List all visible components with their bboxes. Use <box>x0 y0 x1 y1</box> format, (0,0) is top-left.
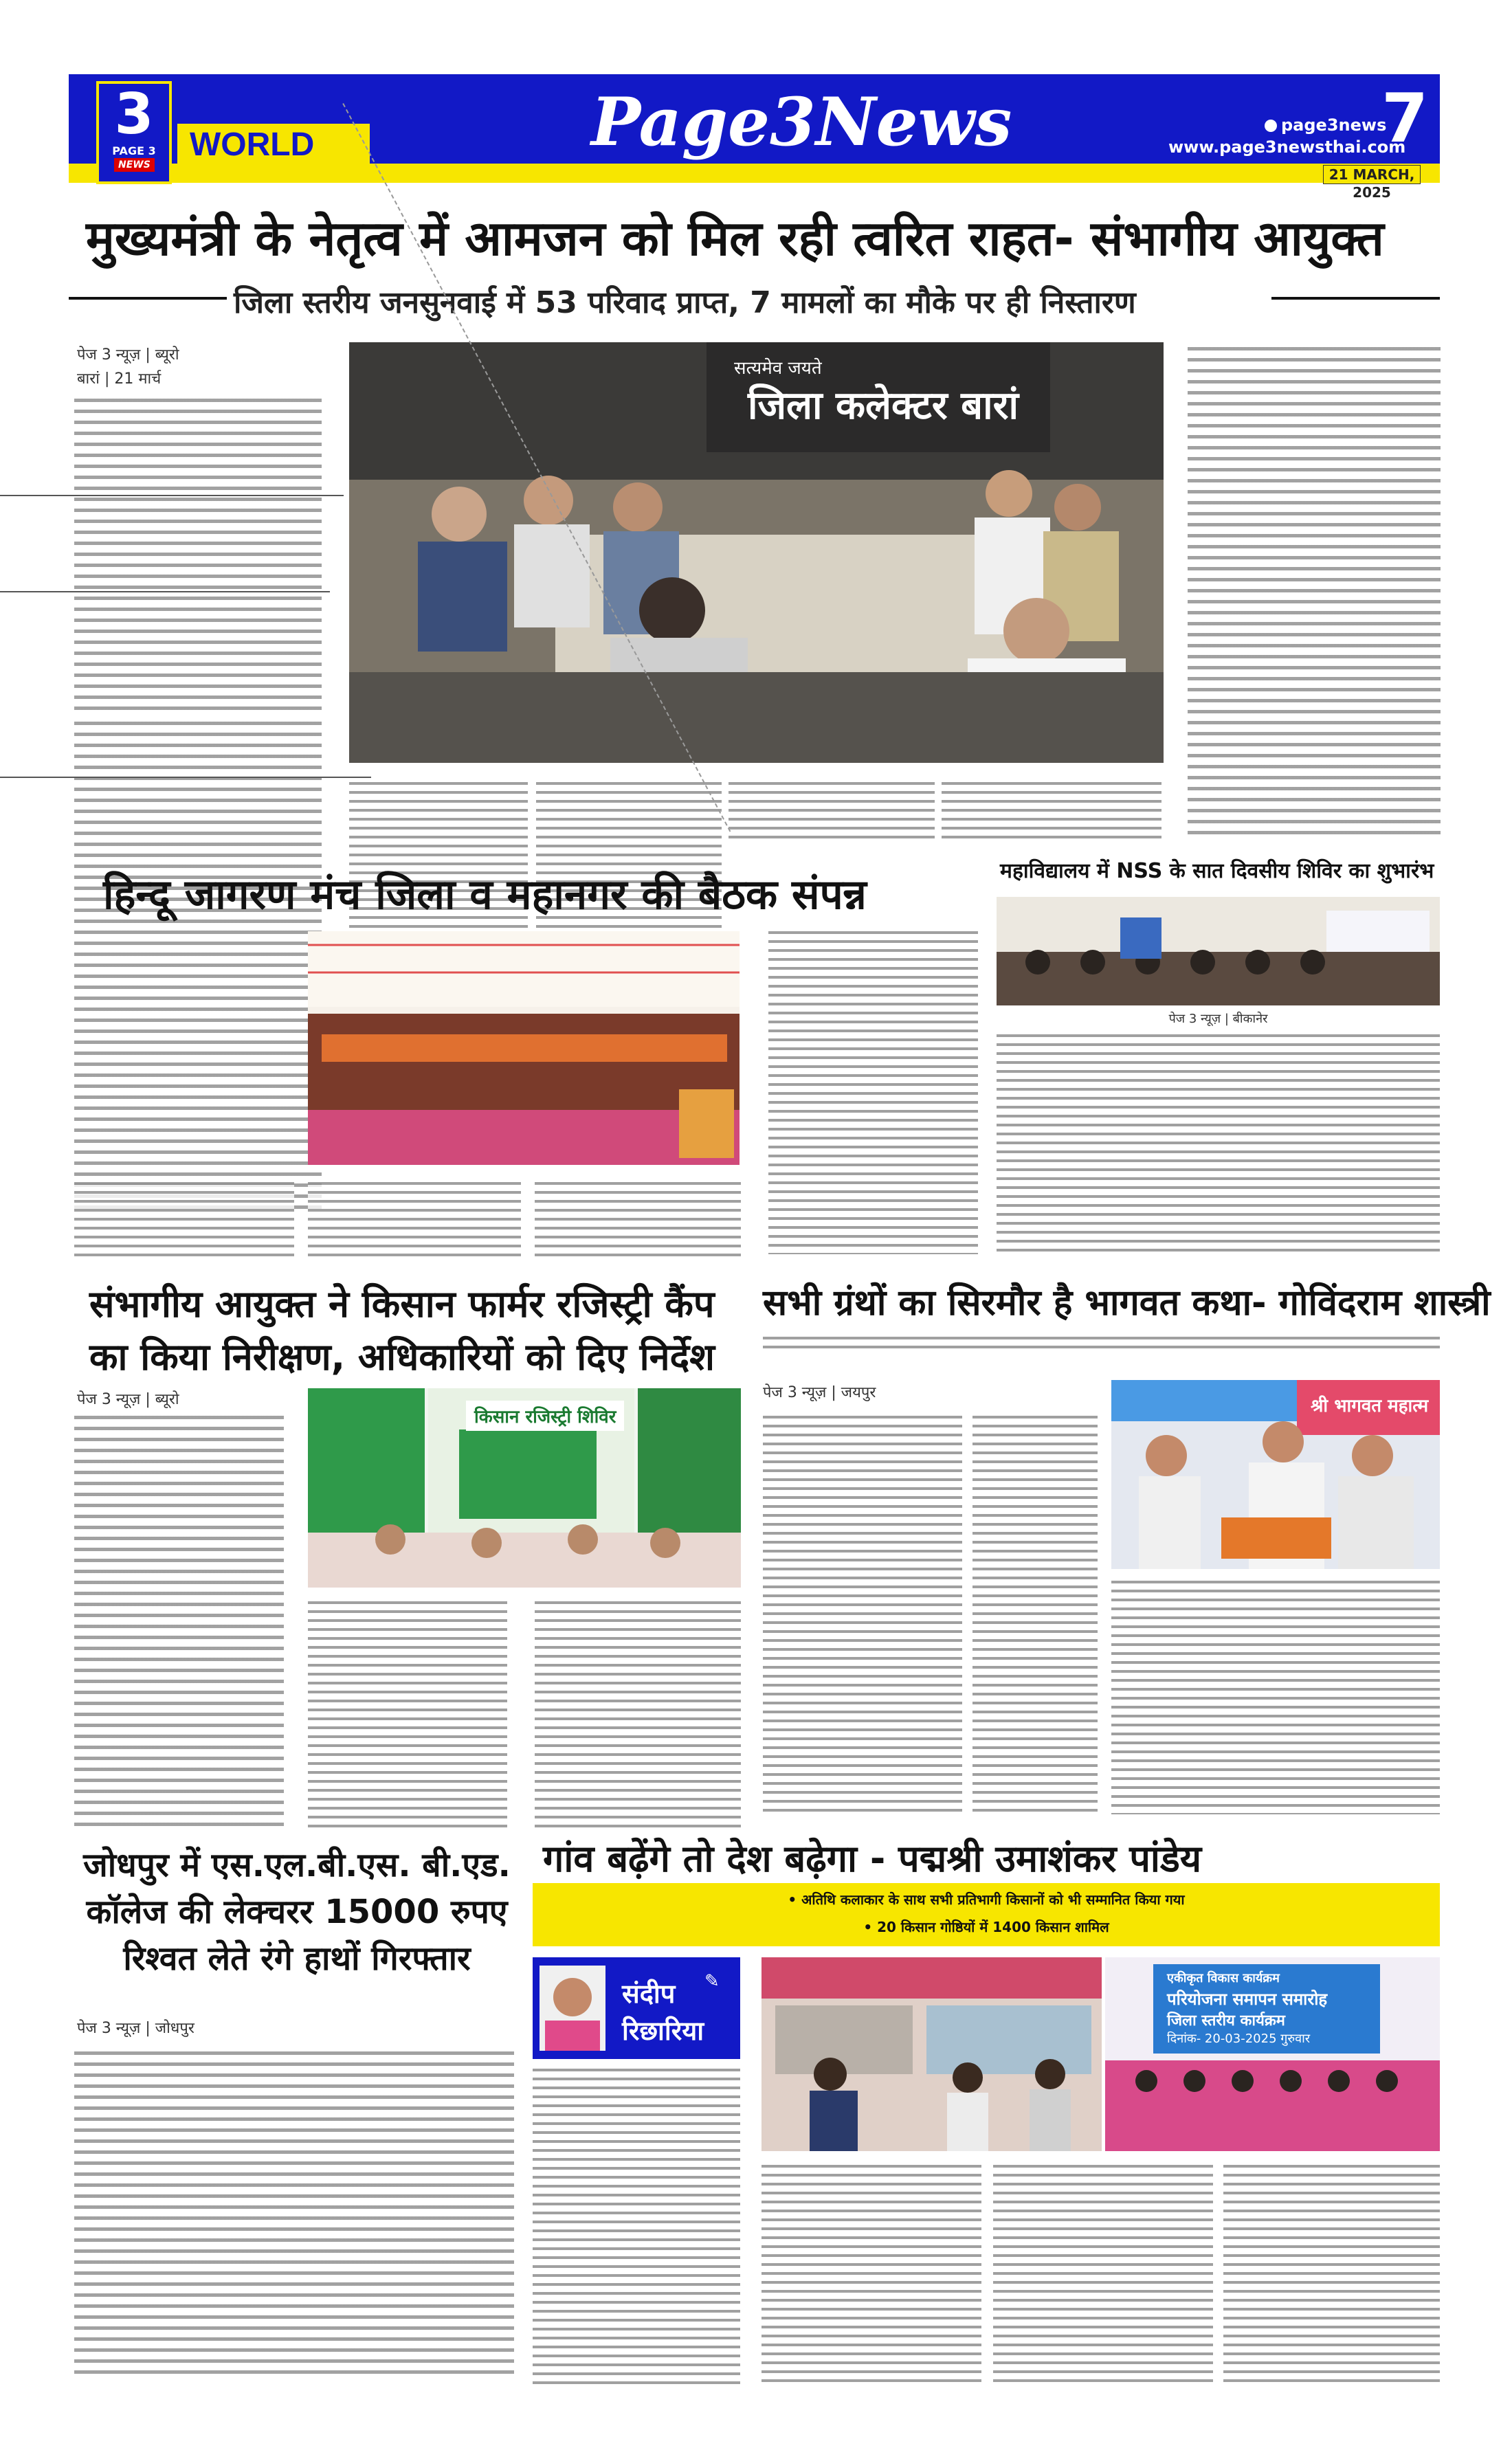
exhibition-photo-svg <box>761 1957 1102 2151</box>
story2-text-col1 <box>74 1182 294 1258</box>
story3-text <box>997 1034 1440 1254</box>
story4-banner: किसान रजिस्ट्री शिविर <box>466 1401 624 1431</box>
story7-text-col4 <box>1223 2165 1440 2385</box>
story7-photo2[interactable] <box>1105 1957 1440 2151</box>
story1-photo[interactable] <box>349 342 1164 763</box>
story1-text-col1b <box>74 722 322 1216</box>
divider <box>1271 297 1440 300</box>
story5-headline[interactable]: सभी ग्रंथों का सिरमौर है भागवत कथा- गोविंदराम शास्त्री <box>763 1282 1491 1324</box>
story7-headline[interactable]: गांव बढ़ेंगे तो देश बढ़ेगा - पद्मश्री उमाशंकर पांडेय <box>543 1837 1202 1880</box>
story2-text-col4 <box>768 931 978 1254</box>
photo-sign-top: सत्यमेव जयते <box>734 358 822 379</box>
story5-text-col3 <box>1111 1581 1440 1814</box>
story7-text-col2 <box>761 2165 981 2385</box>
ceremony-photo-svg <box>1105 1957 1440 2151</box>
story3-caption: पेज 3 न्यूज़ | बीकानेर <box>1168 1012 1268 1026</box>
story7-highlight-line1: • अतिथि कलाकार के साथ सभी प्रतिभागी किसानों को भी सम्मानित किया गया <box>788 1891 1185 1908</box>
story5-byline: पेज 3 न्यूज़ | जयपुर <box>763 1384 876 1401</box>
scan-artifact-bar <box>0 591 330 592</box>
story5-text-col1 <box>763 1416 962 1814</box>
issue-date: 21 MARCH, 2025 <box>1323 165 1421 184</box>
story1-dateline: बारां | 21 मार्च <box>77 370 162 388</box>
masthead-title[interactable]: Page3News <box>591 83 1012 161</box>
story6-text <box>74 2051 514 2381</box>
story5-subline <box>763 1337 1440 1355</box>
story2-text-col3 <box>535 1182 741 1258</box>
story7-text-col3 <box>993 2165 1213 2385</box>
photo-sign: जिला कलेक्टर बारां <box>748 383 1019 428</box>
story3-photo[interactable] <box>997 897 1440 1005</box>
story6-headline-line2[interactable]: कॉलेज की लेक्चरर 15000 रुपए <box>86 1893 508 1931</box>
columnist-photo-svg <box>540 1966 605 2051</box>
logo-sub: PAGE 3 <box>112 144 156 157</box>
logo-number: 3 <box>114 82 154 147</box>
logo-tag: NEWS <box>114 158 155 172</box>
divider <box>69 297 227 300</box>
story7-banner-line1: एकीकृत विकास कार्यक्रम <box>1167 1971 1280 1985</box>
columnist-box[interactable] <box>533 1957 740 2059</box>
avatar <box>540 1966 605 2051</box>
group-photo-svg <box>308 931 740 1165</box>
story1-text-col5 <box>942 782 1161 844</box>
social-handle-text: page3news <box>1281 115 1387 135</box>
story1-headline[interactable]: मुख्यमंत्री के नेतृत्व में आमजन को मिल रही त्वरित राहत- संभागीय आयुक्त <box>86 210 1384 267</box>
story3-headline[interactable]: महाविद्यालय में NSS के सात दिवसीय शिविर का शुभारंभ <box>1000 859 1434 883</box>
scan-artifact-bar <box>0 495 344 496</box>
page3-logo[interactable] <box>96 81 172 184</box>
story6-headline-line3[interactable]: रिश्वत लेते रंगे हाथों गिरफ्तार <box>123 1939 471 1978</box>
section-label[interactable]: WORLD <box>177 124 370 166</box>
story7-photo1[interactable] <box>761 1957 1102 2151</box>
story5-text-col2 <box>972 1416 1098 1814</box>
story5-photo[interactable] <box>1111 1380 1440 1569</box>
story1-subhead: जिला स्तरीय जनसुनवाई में 53 परिवाद प्राप्त, 7 मामलों का मौके पर ही निस्तारण <box>234 285 1136 320</box>
story4-headline-line1[interactable]: संभागीय आयुक्त ने किसान फार्मर रजिस्ट्री कैंप <box>89 1282 715 1326</box>
story4-photo[interactable] <box>308 1388 741 1588</box>
header-yellow-strip <box>69 164 1440 183</box>
website-link[interactable]: www.page3newsthai.com <box>1168 137 1406 157</box>
story4-text-col1 <box>74 1416 284 1828</box>
scan-artifact-bar <box>0 777 371 778</box>
story7-highlight-box <box>533 1883 1440 1946</box>
story4-text-col2 <box>308 1601 507 1828</box>
story7-highlight-line2: • 20 किसान गोष्ठियों में 1400 किसान शामिल <box>863 1919 1109 1935</box>
story6-byline: पेज 3 न्यूज़ | जोधपुर <box>77 2020 194 2037</box>
story1-byline: पेज 3 न्यूज़ | ब्यूरो <box>77 346 179 364</box>
story5-banner: श्री भागवत महात्म <box>1311 1396 1429 1416</box>
story1-text-col6 <box>1188 347 1441 842</box>
story2-text-col2 <box>308 1182 521 1258</box>
pen-icon: ✎ <box>704 1971 720 1992</box>
story2-photo[interactable] <box>308 931 740 1165</box>
story4-byline: पेज 3 न्यूज़ | ब्यूरो <box>77 1391 179 1408</box>
story7-banner-line3: जिला स्तरीय कार्यक्रम <box>1167 2012 1285 2029</box>
story4-text-col3 <box>535 1601 741 1828</box>
columnist-first-name: संदीप <box>622 1979 676 2009</box>
story7-text-col1 <box>533 2069 740 2385</box>
story7-banner-line2: परियोजना समापन समारोह <box>1167 1990 1328 2009</box>
story1-text-col1 <box>74 399 322 715</box>
columnist-last-name: रिछारिया <box>622 2016 704 2046</box>
story1-text-col4 <box>729 782 935 844</box>
social-handle[interactable] <box>1265 115 1386 135</box>
story7-banner-line4: दिनांक- 20-03-2025 गुरुवार <box>1167 2032 1311 2046</box>
classroom-photo-svg <box>997 897 1440 1005</box>
story6-headline-line1[interactable]: जोधपुर में एस.एल.बी.एस. बी.एड. <box>83 1846 511 1884</box>
story4-headline-line2[interactable]: का किया निरीक्षण, अधिकारियों को दिए निर्देश <box>89 1335 715 1379</box>
social-icon <box>1265 120 1277 132</box>
story2-headline[interactable]: हिन्दू जागरण मंच जिला व महानगर की बैठक संपन्न <box>103 871 867 919</box>
page-number: 7 <box>1381 80 1429 158</box>
